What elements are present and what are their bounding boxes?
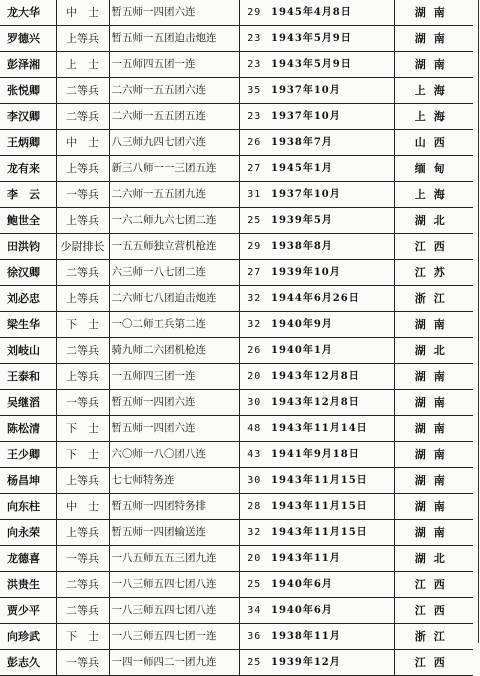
table-row [0,130,473,156]
name-cell: 李汉卿 [0,104,56,130]
table-row [0,494,473,520]
province-cell: 江西 [394,598,473,624]
age-cell: 34 [239,598,269,624]
date-cell: 1943年12月8日 [269,364,394,390]
name-cell: 徐汉卿 [0,260,56,286]
table-row [0,546,473,572]
date-cell: 1944年6月26日 [269,286,394,312]
age-cell: 23 [239,104,269,130]
age-cell: 27 [239,156,269,182]
date-cell: 1943年11月15日 [269,468,394,494]
rank-cell: 上等兵 [56,26,109,52]
age-cell: 26 [239,338,269,364]
rank-cell: 二等兵 [56,572,109,598]
unit-cell: 暂五师一四团输送连 [109,520,239,546]
name-cell: 洪贵生 [0,572,56,598]
date-cell: 1945年4月8日 [269,0,394,26]
province-cell: 湖南 [394,468,473,494]
date-cell: 1940年9月 [269,312,394,338]
name-cell: 彭泽湘 [0,52,56,78]
age-cell: 29 [239,0,269,26]
province-cell: 缅甸 [394,156,473,182]
province-cell: 湖南 [394,364,473,390]
table-row [0,364,473,390]
rank-cell: 二等兵 [56,338,109,364]
province-cell: 浙江 [394,286,473,312]
name-cell: 贾少平 [0,598,56,624]
unit-cell: 七七师特务连 [109,468,239,494]
name-cell: 鲍世全 [0,208,56,234]
name-cell: 王炳卿 [0,130,56,156]
table-row [0,78,473,104]
unit-cell: 二六师一五五团五连 [109,104,239,130]
age-cell: 20 [239,364,269,390]
date-cell: 1938年7月 [269,130,394,156]
date-cell: 1937年10月 [269,104,394,130]
table-row [0,52,473,78]
date-cell: 1937年10月 [269,182,394,208]
province-cell: 江西 [394,572,473,598]
rank-cell: 一等兵 [56,546,109,572]
unit-cell: 一五师四五团一连 [109,52,239,78]
age-cell: 36 [239,624,269,650]
age-cell: 25 [239,650,269,676]
table-row [0,286,473,312]
province-cell: 湖北 [394,546,473,572]
province-cell: 湖南 [394,0,473,26]
date-cell: 1943年11月15日 [269,520,394,546]
rank-cell: 一等兵 [56,390,109,416]
table-row [0,0,473,26]
province-cell: 湖南 [394,52,473,78]
date-cell: 1939年5月 [269,208,394,234]
rank-cell: 上等兵 [56,364,109,390]
unit-cell: 一六二师九六七团二连 [109,208,239,234]
name-cell: 向东柱 [0,494,56,520]
province-cell: 江苏 [394,260,473,286]
unit-cell: 一五五师独立营机枪连 [109,234,239,260]
table-row [0,468,473,494]
unit-cell: 一八三师五四七团八连 [109,572,239,598]
rank-cell: 二等兵 [56,104,109,130]
age-cell: 23 [239,52,269,78]
table-row [0,624,473,650]
date-cell: 1939年12月 [269,650,394,676]
date-cell: 1940年6月 [269,572,394,598]
table-row [0,156,473,182]
rank-cell: 下 士 [56,312,109,338]
age-cell: 28 [239,494,269,520]
province-cell: 山西 [394,130,473,156]
rank-cell: 上等兵 [56,208,109,234]
unit-cell: 一四一师四二一团九连 [109,650,239,676]
rank-cell: 二等兵 [56,78,109,104]
table-row [0,260,473,286]
province-cell: 上海 [394,78,473,104]
date-cell: 1943年12月8日 [269,390,394,416]
age-cell: 30 [239,468,269,494]
name-cell: 王泰和 [0,364,56,390]
unit-cell: 新三八师一一三团五连 [109,156,239,182]
rank-cell: 中 士 [56,130,109,156]
name-cell: 龙德喜 [0,546,56,572]
age-cell: 32 [239,312,269,338]
table-row [0,182,473,208]
unit-cell: 一八三师五四七团八连 [109,598,239,624]
rank-cell: 中 士 [56,494,109,520]
age-cell: 20 [239,546,269,572]
name-cell: 龙大华 [0,0,56,26]
date-cell: 1938年11月 [269,624,394,650]
name-cell: 向珍武 [0,624,56,650]
age-cell: 48 [239,416,269,442]
province-cell: 湖北 [394,208,473,234]
table-row [0,234,473,260]
name-cell: 陈松清 [0,416,56,442]
unit-cell: 六〇师一八〇团八连 [109,442,239,468]
table-row [0,390,473,416]
date-cell: 1943年11月14日 [269,416,394,442]
age-cell: 25 [239,572,269,598]
province-cell: 上海 [394,182,473,208]
age-cell: 23 [239,26,269,52]
unit-cell: 二六师一五五团六连 [109,78,239,104]
unit-cell: 一〇二师工兵第二连 [109,312,239,338]
date-cell: 1940年6月 [269,598,394,624]
rank-cell: 下 士 [56,624,109,650]
province-cell: 上海 [394,104,473,130]
table-row [0,208,473,234]
rank-cell: 二等兵 [56,260,109,286]
unit-cell: 暂五师一四团六连 [109,416,239,442]
rank-cell: 中 士 [56,0,109,26]
rank-cell: 下 士 [56,442,109,468]
rank-cell: 少尉排长 [56,234,109,260]
age-cell: 29 [239,234,269,260]
table-row [0,442,473,468]
province-cell: 湖北 [394,338,473,364]
province-cell: 湖南 [394,494,473,520]
age-cell: 27 [239,260,269,286]
table-row [0,312,473,338]
name-cell: 李 云 [0,182,56,208]
age-cell: 31 [239,182,269,208]
name-cell: 田洪钧 [0,234,56,260]
age-cell: 25 [239,208,269,234]
table-row [0,104,473,130]
unit-cell: 一八五师五五三团九连 [109,546,239,572]
name-cell: 吴继滔 [0,390,56,416]
age-cell: 35 [239,78,269,104]
name-cell: 向永荣 [0,520,56,546]
rank-cell: 上等兵 [56,286,109,312]
province-cell: 湖南 [394,442,473,468]
age-cell: 32 [239,520,269,546]
date-cell: 1939年10月 [269,260,394,286]
unit-cell: 暂五师一四团六连 [109,0,239,26]
age-cell: 32 [239,286,269,312]
date-cell: 1941年9月18日 [269,442,394,468]
name-cell: 王少卿 [0,442,56,468]
rank-cell: 上等兵 [56,468,109,494]
rank-cell: 上 士 [56,52,109,78]
name-cell: 刘必忠 [0,286,56,312]
province-cell: 浙江 [394,624,473,650]
province-cell: 湖南 [394,26,473,52]
date-cell: 1940年1月 [269,338,394,364]
unit-cell: 一八三师五四七团一连 [109,624,239,650]
rank-cell: 一等兵 [56,650,109,676]
unit-cell: 骑九师二六团机枪连 [109,338,239,364]
table-row [0,26,473,52]
unit-cell: 暂五师一四团特务排 [109,494,239,520]
age-cell: 43 [239,442,269,468]
name-cell: 张悦卿 [0,78,56,104]
name-cell: 杨昌坤 [0,468,56,494]
name-cell: 彭志久 [0,650,56,676]
table-row [0,416,473,442]
province-cell: 江西 [394,650,473,676]
province-cell: 湖南 [394,390,473,416]
date-cell: 1945年1月 [269,156,394,182]
unit-cell: 二六师一五五团九连 [109,182,239,208]
rank-cell: 下 士 [56,416,109,442]
province-cell: 湖南 [394,520,473,546]
date-cell: 1937年10月 [269,78,394,104]
province-cell: 湖南 [394,416,473,442]
name-cell: 刘岐山 [0,338,56,364]
province-cell: 湖南 [394,312,473,338]
date-cell: 1943年11月15日 [269,494,394,520]
table-row [0,520,473,546]
age-cell: 26 [239,130,269,156]
unit-cell: 二六师七八团迫击炮连 [109,286,239,312]
unit-cell: 六三师一八七团二连 [109,260,239,286]
rank-cell: 一等兵 [56,182,109,208]
province-cell: 江西 [394,234,473,260]
unit-cell: 暂五师一四团六连 [109,390,239,416]
right-border [478,0,479,643]
date-cell: 1943年5月9日 [269,52,394,78]
table-row [0,572,473,598]
table-row [0,598,473,624]
age-cell: 30 [239,390,269,416]
name-cell: 龙有来 [0,156,56,182]
table-row [0,650,473,676]
rank-cell: 上等兵 [56,520,109,546]
name-cell: 梁生华 [0,312,56,338]
date-cell: 1943年5月9日 [269,26,394,52]
date-cell: 1938年8月 [269,234,394,260]
unit-cell: 一五师四三团一连 [109,364,239,390]
rank-cell: 上等兵 [56,156,109,182]
unit-cell: 八三师九四七团六连 [109,130,239,156]
unit-cell: 暂五师一五团迫击炮连 [109,26,239,52]
table-row [0,338,473,364]
name-cell: 罗德兴 [0,26,56,52]
date-cell: 1943年11月 [269,546,394,572]
rank-cell: 二等兵 [56,598,109,624]
